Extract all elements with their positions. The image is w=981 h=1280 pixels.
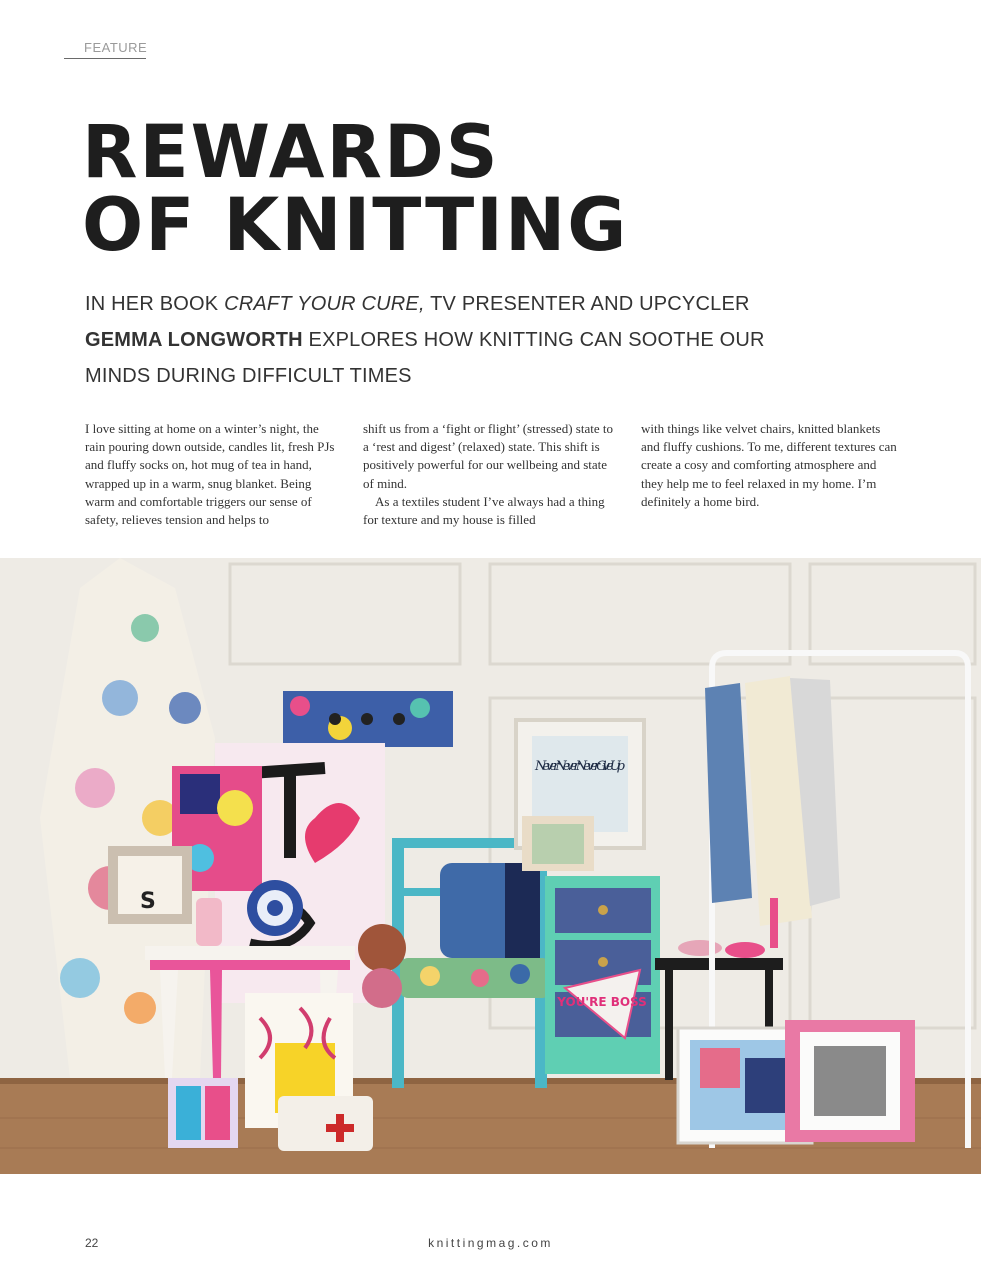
body-column-1	[85, 420, 341, 529]
title-line-2: OF KNITTING	[82, 181, 629, 268]
canvas-letter: S	[140, 889, 156, 914]
body-column-2	[363, 420, 619, 529]
standfirst-part-1: IN HER BOOK	[85, 293, 225, 315]
section-tag: FEATURE	[64, 40, 146, 59]
hero-photo	[0, 558, 981, 1174]
body-paragraph: As a textiles student I’ve always had a thing for texture and my house is filled	[363, 493, 605, 528]
poster-text: Never Never Never Give Up	[535, 759, 625, 774]
pennant-text: YOU'RE BOSS	[557, 995, 647, 1009]
article-title	[82, 108, 629, 268]
page-number: 22	[85, 1236, 99, 1250]
body-paragraph: shift us from a ‘fight or flight’ (stressed) state to a ‘rest and digest’ (relaxed) state. This shift is positively powerful for our wellbeing and state of mind.	[363, 421, 613, 491]
book-title: CRAFT YOUR CURE,	[224, 293, 425, 315]
title-line-1: REWARDS	[82, 108, 500, 195]
website-url: knittingmag.com	[428, 1236, 553, 1250]
body-paragraph: I love sitting at home on a winter’s night, the rain pouring down outside, candles lit, fresh PJs and fluffy socks on, hot mug of tea in hand, wrapped up in a warm, snug blanket. Being warm and comfortable triggers our sense of safety, relieves tension and helps to	[85, 421, 335, 528]
standfirst	[85, 286, 785, 394]
body-column-3	[641, 420, 897, 511]
standfirst-part-2: TV PRESENTER AND UPCYCLER	[424, 293, 750, 315]
body-paragraph: with things like velvet chairs, knitted blankets and fluffy cushions. To me, different textures can create a cosy and comforting atmosphere and they help me to feel relaxed in my home. I’m definitely a home bird.	[641, 421, 897, 509]
standfirst-part-3: EXPLORES HOW KNITTING CAN SOOTHE OUR MINDS DURING DIFFICULT TIMES	[85, 329, 765, 387]
author-name: GEMMA LONGWORTH	[85, 329, 303, 351]
photo-illustration	[0, 558, 981, 1174]
